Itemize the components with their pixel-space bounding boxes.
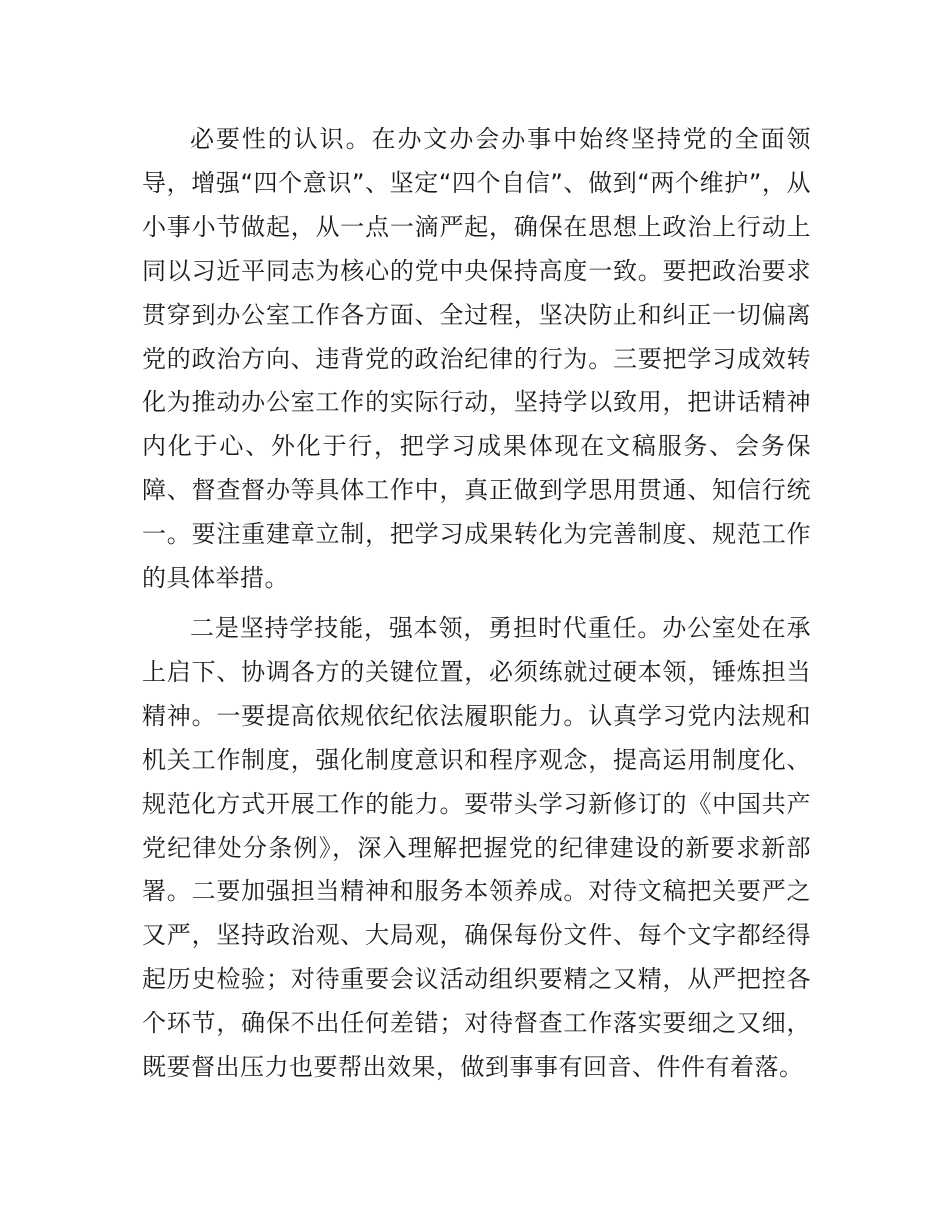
document-page: [142, 118, 811, 1090]
paragraph: 二是坚持学技能，强本领，勇担时代重任。办公室处在承上启下、协调各方的关键位置，必须练就过硬本领，锤炼担当精神。一要提高依规依纪依法履职能力。认真学习党内法规和机关工作制度，强化制度意识和程序观念，提高运用制度化、规范化方式开展工作的能力。要带头学习新修订的《中国共产党纪律处分条例》，深入理解把握党的纪律建设的新要求新部署。二要加强担当精神和服务本领养成。对待文稿把关要严之又严，坚持政治观、大局观，确保每份文件、每个文字都经得起历史检验；对待重要会议活动组织要精之又精，从严把控各个环节，确保不出任何差错；对待督查工作落实要细之又细，既要督出压力也要帮出效果，做到事事有回音、件件有着落。: [142, 613, 811, 1082]
paragraph: 必要性的认识。在办文办会办事中始终坚持党的全面领导，增强“四个意识”、坚定“四个自信”、做到“两个维护”，从小事小节做起，从一点一滴严起，确保在思想上政治上行动上同以习近平同志为核心的党中央保持高度一致。要把政治要求贯穿到办公室工作各方面、全过程，坚决防止和纠正一切偏离党的政治方向、违背党的政治纪律的行为。三要把学习成效转化为推动办公室工作的实际行动，坚持学以致用，把讲话精神内化于心、外化于行，把学习成果体现在文稿服务、会务保障、督查督办等具体工作中，真正做到学思用贯通、知信行统一。要注重建章立制，把学习成果转化为完善制度、规范工作的具体举措。: [142, 125, 811, 593]
